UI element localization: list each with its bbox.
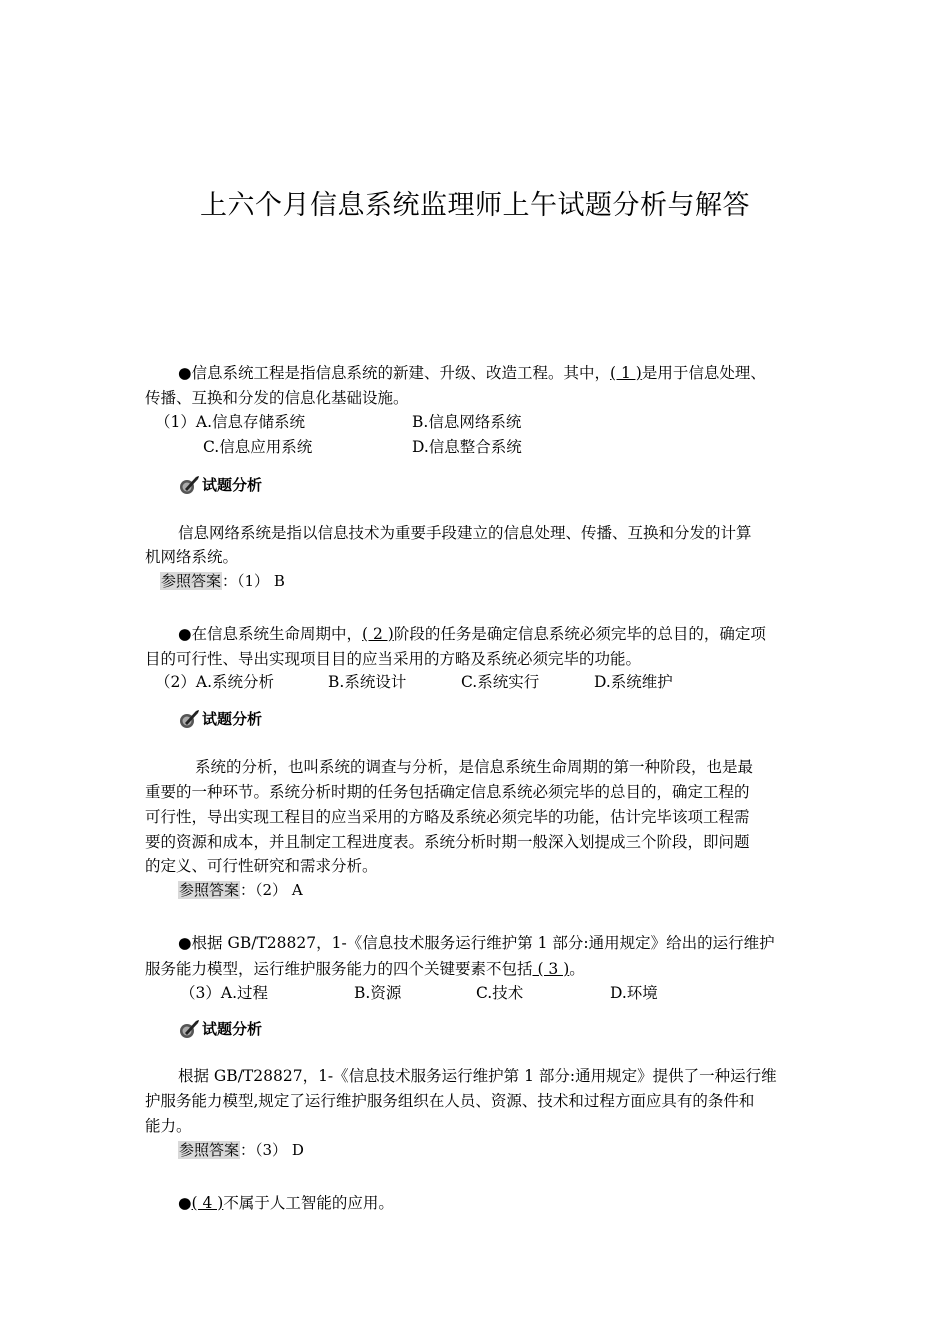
question-text: 不属于人工智能的应用。 [223, 1194, 394, 1212]
question-1-option-d: D.信息整合系统 [412, 438, 522, 456]
reference-answer-3 [178, 1138, 304, 1162]
analysis-label: 试题分析 [202, 1020, 263, 1038]
question-2-option-d: D.系统维护 [594, 673, 673, 691]
question-3-line-2 [145, 957, 585, 981]
analysis-1-line-1: 信息网络系统是指以信息技术为重要手段建立的信息处理、传播、互换和分发的计算 [178, 524, 752, 542]
question-3-option-d: D.环境 [610, 984, 658, 1002]
analysis-3-line-3: 能力。 [145, 1117, 192, 1135]
answer-blank: ( 3 ) [532, 960, 570, 978]
answer-blank: ( 1 ) [610, 364, 642, 382]
reference-answer-2 [178, 878, 303, 902]
analysis-heading-2 [178, 707, 262, 731]
pen-icon [178, 1018, 200, 1040]
pen-icon [178, 474, 200, 496]
answer-value: ：（2） A [240, 881, 303, 899]
question-4-line-1 [178, 1191, 394, 1215]
page-title: 上六个月信息系统监理师上午试题分析与解答 [200, 190, 750, 221]
answer-value: ：（3） D [240, 1141, 304, 1159]
analysis-label: 试题分析 [202, 476, 263, 494]
question-text: 服务能力模型，运行维护服务能力的四个关键要素不包括 [145, 960, 533, 978]
question-1-line-2: 传播、互换和分发的信息化基础设施。 [145, 389, 409, 407]
analysis-2-line-5: 的定义、可行性研究和需求分析。 [145, 857, 378, 875]
reference-answer-1 [160, 569, 285, 593]
analysis-label: 试题分析 [202, 710, 263, 728]
option-prefix: （3） [180, 984, 221, 1002]
question-2-option-c: C.系统实行 [461, 673, 540, 691]
analysis-2-line-2: 重要的一种环节。系统分析时期的任务包括确定信息系统必须完毕的总目的，确定工程的 [145, 783, 750, 801]
option-text: A.信息存储系统 [195, 413, 305, 431]
option-text: A.过程 [220, 984, 268, 1002]
question-text: ●在信息系统生命周期中， [178, 625, 363, 643]
question-2-option-b: B.系统设计 [328, 673, 407, 691]
analysis-2-line-1: 系统的分析，也叫系统的调查与分析，是信息系统生命周期的第一种阶段，也是最 [195, 758, 754, 776]
pen-icon [178, 708, 200, 730]
analysis-heading-3 [178, 1017, 262, 1041]
question-3-line-1: ●根据 GB/T28827，1-《信息技术服务运行维护第 1 部分:通用规定》给出的运行维护 [178, 934, 775, 952]
option-prefix: （1） [155, 413, 196, 431]
answer-blank: ( 2 ) [362, 625, 394, 643]
answer-label: 参照答案 [179, 1141, 240, 1159]
option-text: A.系统分析 [195, 673, 274, 691]
question-text: ●信息系统工程是指信息系统的新建、升级、改造工程。其中， [178, 364, 611, 382]
analysis-heading-1 [178, 473, 262, 497]
analysis-2-line-3: 可行性，导出实现工程目的应当采用的方略及系统必须完毕的功能，估计完毕该项工程需 [145, 808, 750, 826]
question-3-option-c: C.技术 [476, 984, 524, 1002]
question-1-option-c: C.信息应用系统 [203, 438, 313, 456]
answer-blank: ( 4 ) [191, 1194, 224, 1212]
question-3-option-b: B.资源 [354, 984, 402, 1002]
question-1-option-a [155, 410, 305, 434]
question-text: 阶段的任务是确定信息系统必须完毕的总目的，确定项 [393, 625, 766, 643]
answer-label: 参照答案 [179, 881, 240, 899]
question-text: 。 [569, 960, 585, 978]
option-prefix: （2） [155, 673, 196, 691]
question-1-line-1 [178, 361, 766, 385]
question-2-option-a [155, 670, 274, 694]
answer-value: ：（1） B [222, 572, 285, 590]
question-text: 是用于信息处理、 [641, 364, 766, 382]
analysis-1-line-2: 机网络系统。 [145, 548, 239, 566]
analysis-2-line-4: 要的资源和成本，并且制定工程进度表。系统分析时期一般深入划提成三个阶段，即问题 [145, 833, 750, 851]
analysis-3-line-2: 护服务能力模型,规定了运行维护服务组织在人员、资源、技术和过程方面应具有的条件和 [145, 1092, 755, 1110]
analysis-3-line-1: 根据 GB/T28827，1-《信息技术服务运行维护第 1 部分:通用规定》提供了一种运行维 [178, 1067, 777, 1085]
question-1-option-b: B.信息网络系统 [412, 413, 522, 431]
question-2-line-2: 目的可行性、导出实现项目目的应当采用的方略及系统必须完毕的功能。 [145, 650, 642, 668]
question-2-line-1 [178, 622, 766, 646]
question-text: ● [178, 1194, 192, 1212]
question-3-option-a [180, 981, 268, 1005]
answer-label: 参照答案 [161, 572, 222, 590]
